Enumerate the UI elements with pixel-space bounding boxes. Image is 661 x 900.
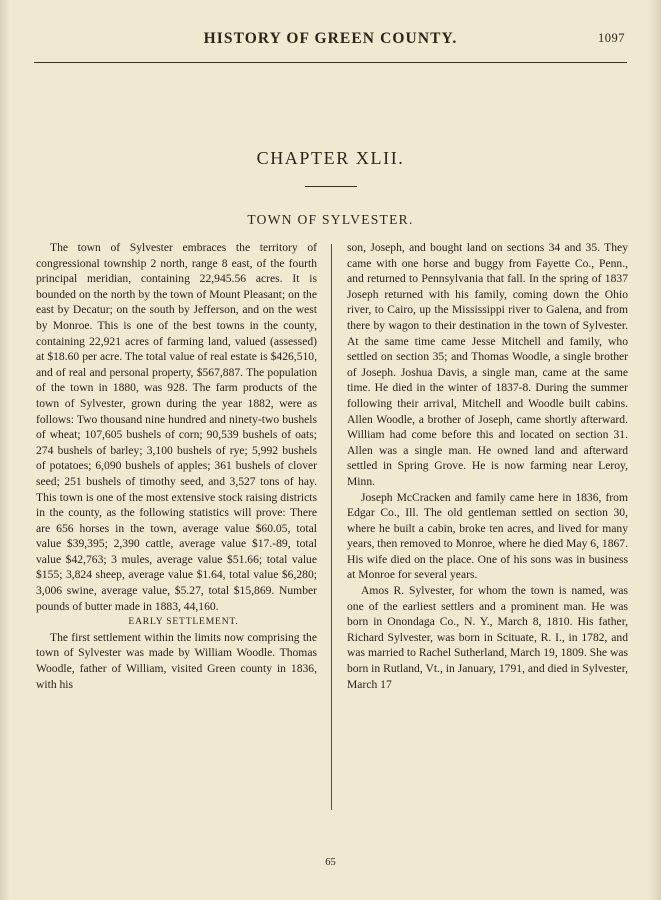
paragraph: Amos R. Sylvester, for whom the town is named, was one of the earliest settlers and a prominent man. He was born in Onondaga Co., N. Y., March 8, 1810. His father, Richard Sylvester, was born in Scituate, R. I., in 1782, and was married to Rachel Sutherland, March 19, 1809. She was born in Rutland, Vt., in January, 1791, and died in Sylvester, March 17 xyxy=(347,584,628,691)
paragraph: son, Joseph, and bought land on sections 34 and 35. They came with one horse and buggy from Fayette Co., Penn., and returned to Pennsylvania that fall. In the spring of 1837 Joseph returned with his family, coming down the Ohio river, to Cairo, up the Mississippi river to Galena, and from there by wagon to their destination in the town of Sylvester. At the same time came Jesse Mitchell and family, who settled on section 35; and Thomas Woodle, a single brother of Joseph. Joshua Davis, a single man, came at the same time. He died in the winter of 1837-8. During the summer following their arrival, Mitchell and Woodle built cabins. Allen Woodle, a brother of Joseph, came shortly afterward. William had come before this and located on section 31. Allen was a single man. He owned land and afterward settled in Spring Grove. He is now farming near Leroy, Minn. xyxy=(347,241,628,488)
page-header xyxy=(36,30,625,52)
folio-signature: 65 xyxy=(325,857,336,868)
right-column xyxy=(347,240,628,850)
paragraph: Joseph McCracken and family came here in 1836, from Edgar Co., Ill. The old gentleman settled on section 30, where he built a cabin, broke ten acres, and lived for many years, then removed to Monroe, where he died May 6, 1867. His wife died on the place. One of his sons was in business at Monroe for several years. xyxy=(347,490,628,582)
chapter-title: CHAPTER XLII. xyxy=(256,148,405,168)
left-column xyxy=(36,240,317,850)
early-settlement-subhead: EARLY SETTLEMENT. xyxy=(128,616,239,628)
running-title: HISTORY OF GREEN COUNTY. xyxy=(203,30,458,47)
paragraph: The town of Sylvester embraces the territory of congressional township 2 north, range 8 east, of the fourth principal meridian, containing 22,945.56 acres. It is bounded on the north by the town of Mount Pleasant; on the east by Decatur; on the south by Jefferson, and on the west by Monroe. This is one of the best towns in the county, containing 22,921 acres of farming land, valued (assessed) at $18.60 per acre. The total value of real estate is $426,510, and of real and personal property, $567,887. The population of the town in 1880, was 928. The farm products of the town of Sylvester, grown during the year 1882, were as follows: Two thousand nine hundred and ninety-two bushels of wheat; 107,605 bushels of corn; 90,539 bushels of oats; 274 bushels of barley; 3,100 bushels of rye; 5,992 bushels of potatoes; 6,090 bushels of apples; 361 bushels of clover seed; 251 bushels of timothy seed, and 3,527 tons of hay. This town is one of the most extensive stock raising districts in the county, as the following statistics will prove: There are 656 horses in the town, average value $60.05, total value $39,395; 2,390 cattle, average value $17.-89, total value $42,763; 3 mules, average value $51.66; total value $155; 3,824 sheep, average value $1.64, total value $6,280; 3,006 swine, average value, $5.27, total $15,869. Number pounds of butter made in 1883, 44,160. xyxy=(36,241,317,613)
page-right-edge-shading xyxy=(649,0,661,900)
header-rule xyxy=(34,62,627,63)
paragraph: The first settlement within the limits now comprising the town of Sylvester was made by William Woodle. Thomas Woodle, father of William, visited Green county in 1836, with his xyxy=(36,630,317,691)
page-left-edge-shading xyxy=(0,0,10,900)
ornamental-divider xyxy=(305,186,357,187)
page-number: 1097 xyxy=(598,31,625,45)
column-divider-rule xyxy=(317,240,347,850)
two-column-body xyxy=(36,240,628,850)
section-title: TOWN OF SYLVESTER. xyxy=(247,212,414,227)
